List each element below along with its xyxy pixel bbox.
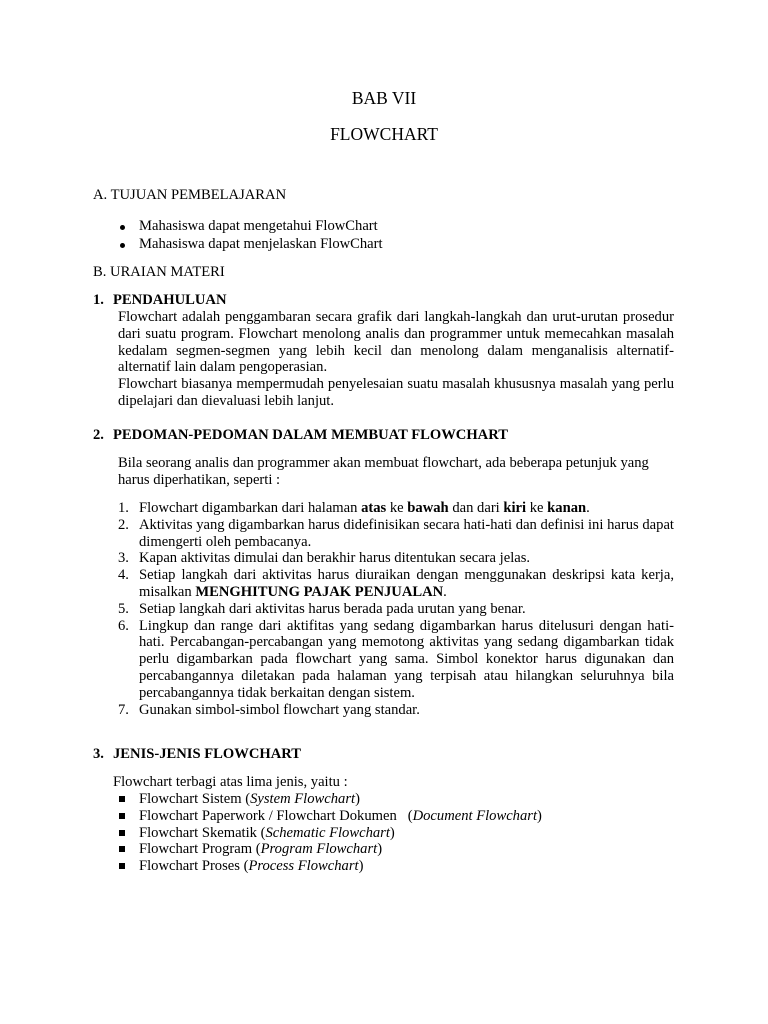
part1-heading: PENDAHULUAN [113,292,227,308]
section-b-heading: B. URAIAN MATERI [93,264,225,280]
guideline-text: dan dari [448,500,504,516]
flowchart-type-item [118,808,618,825]
part1-paragraph: Flowchart biasanya mempermudah penyelesaian suatu masalah khususnya masalah yang perlu dipelajari dan dievaluasi lebih lanjut. [118,376,674,409]
square-bullet-icon [119,846,125,852]
type-english-name: Document Flowchart [412,807,538,824]
type-english-name: Schematic Flowchart [265,824,390,841]
type-close: ) [377,841,383,858]
part2-heading: PEDOMAN-PEDOMAN DALAM MEMBUAT FLOWCHART [113,427,508,443]
guideline-text: . [586,500,590,516]
guideline-item [118,500,674,517]
emphasis-text: MENGHITUNG PAJAK PENJUALAN [195,583,444,600]
guideline-text: Aktivitas yang digambarkan harus didefinisikan secara hati-hati dan definisi ini harus dapat dimengerti oleh pembacanya. [139,516,674,550]
section-a-heading: A. TUJUAN PEMBELAJARAN [93,187,287,203]
type-english-name: Program Flowchart [260,841,378,858]
square-bullet-icon [119,813,125,819]
type-close: ) [389,824,395,841]
guideline-text: Flowchart digambarkan dari halaman [139,500,362,516]
guideline-text: Setiap langkah dari aktivitas harus diuraikan dengan menggunakan deskripsi kata kerja, misalkan [139,567,674,600]
type-name: Flowchart Paperwork / Flowchart Dokumen ( [139,807,413,824]
flowchart-type-item [118,858,618,875]
chapter-title: FLOWCHART [330,124,438,144]
type-name: Flowchart Program ( [139,841,261,858]
guideline-number: 6. [118,617,129,634]
emphasis-text: kanan [547,500,587,516]
square-bullet-icon [119,863,125,869]
guideline-item [118,516,674,551]
square-bullet-icon [119,830,125,836]
flowchart-type-item [118,791,618,808]
guideline-item [118,550,674,567]
part2-intro: Bila seorang analis dan programmer akan membuat flowchart, ada beberapa petunjuk yang harus diperhatikan, seperti : [118,455,649,488]
part3-heading: JENIS-JENIS FLOWCHART [113,746,302,762]
part3-intro: Flowchart terbagi atas lima jenis, yaitu : [113,774,348,790]
guideline-number: 1. [118,500,129,516]
type-close: ) [358,858,364,875]
type-name: Flowchart Proses ( [139,858,249,875]
guideline-text: Setiap langkah dari aktivitas harus berada pada urutan yang benar. [139,600,526,617]
guideline-number: 5. [118,600,129,617]
bullet-dot-icon [117,236,127,253]
guideline-number: 2. [118,516,129,533]
flowchart-type-item [118,825,618,842]
guideline-item [118,600,674,618]
guideline-text: Gunakan simbol-simbol flowchart yang standar. [139,701,420,718]
objective-item [0,236,768,253]
guideline-list [118,500,674,718]
guideline-number: 7. [118,701,129,718]
objective-item [0,218,768,235]
part3-number: 3. [93,746,104,762]
guideline-item [118,567,674,601]
type-english-name: Process Flowchart [248,858,359,875]
part1-number: 1. [93,292,104,308]
guideline-text: ke [386,500,408,516]
type-name: Flowchart Skematik ( [139,824,266,841]
emphasis-text: kiri [503,500,527,516]
objective-text: Mahasiswa dapat mengetahui FlowChart [139,218,378,234]
flowchart-type-item [118,841,618,858]
guideline-number: 3. [118,550,129,567]
type-name: Flowchart Sistem ( [139,791,251,807]
type-close: ) [355,791,360,807]
emphasis-text: atas [361,500,387,516]
guideline-text: ke [526,500,548,516]
bullet-dot-icon [117,218,127,235]
type-close: ) [537,807,542,824]
guideline-text: . [443,583,447,600]
guideline-number: 4. [118,567,129,584]
emphasis-text: bawah [407,500,449,516]
square-bullet-icon [119,796,125,802]
chapter-number: BAB VII [351,88,417,108]
guideline-text: Lingkup dan range dari aktifitas yang sedang digambarkan harus ditelusuri dengan hati-hati. Percabangan-percabangan yang memotong aktivitas yang sedang digambarkan tidak perlu digambarkan pada flowchart yang sama. Simbol konektor harus digunakan dan percabangannya diletakan pada halaman yang terpisah atau hilangkan seluruhnya bila percabangannya tidak berkaitan dengan sistem. [139,617,674,701]
guideline-text: Kapan aktivitas dimulai dan berakhir harus ditentukan secara jelas. [139,550,531,567]
guideline-item [118,617,674,702]
flowchart-type-list [118,791,618,875]
guideline-item [118,701,674,719]
objective-text: Mahasiswa dapat menjelaskan FlowChart [139,236,383,252]
part2-number: 2. [93,427,104,443]
part1-paragraph: Flowchart adalah penggambaran secara grafik dari langkah-langkah dan urut-urutan prosedur dari suatu program. Flowchart menolong analis dan programmer untuk memecahkan masalah kedalam segmen-segmen yang lebih kecil dan menolong dalam menganalisis alternatif-alternatif lain dalam pengoperasian. [118,309,674,376]
type-english-name: System Flowchart [250,791,356,807]
